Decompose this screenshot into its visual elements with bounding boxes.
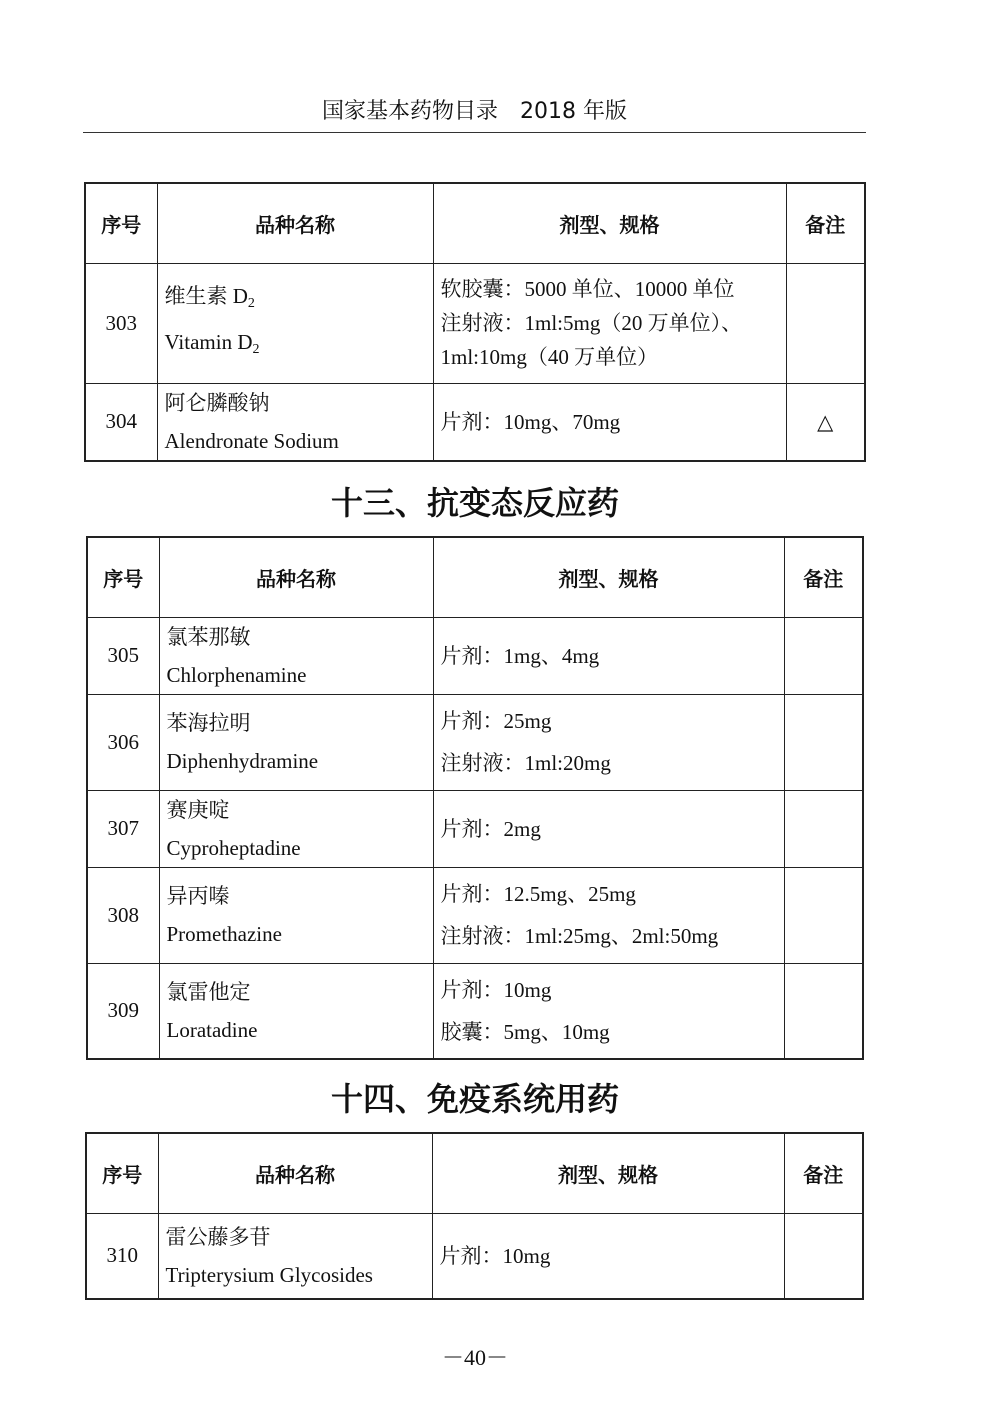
drug-name-cn: 维生素 $D_2$ — [164, 284, 255, 311]
row-number: 308 — [87, 867, 159, 963]
table-header-row — [87, 537, 863, 617]
drug-name-cn: 赛庚啶 — [166, 797, 230, 822]
table-row — [87, 963, 863, 1059]
drug-name-cn: 阿仑膦酸钠 — [164, 390, 270, 415]
dosage-spec-cell — [432, 1213, 784, 1299]
column-header-name: 品种名称 — [157, 183, 433, 263]
drug-table-1 — [84, 182, 866, 462]
column-header-spec: 剂型、规格 — [433, 183, 786, 263]
row-number: 305 — [87, 617, 159, 694]
drug-name-cn: 氯苯那敏 — [166, 624, 251, 649]
table-row — [87, 867, 863, 963]
spec-line: 片剂：10mg、70mg — [440, 409, 621, 434]
drug-table-2 — [86, 536, 864, 1060]
drug-name-en: Vitamin $D_2$ — [164, 330, 260, 357]
section-title-immune-system: 十四、免疫系统用药 — [330, 1080, 619, 1118]
page-number: －40－ — [441, 1345, 508, 1370]
dosage-spec-cell — [433, 263, 786, 383]
spec-line: 胶囊：5mg、10mg — [440, 1019, 610, 1044]
remark-cell — [784, 963, 863, 1059]
row-number: 309 — [87, 963, 159, 1059]
spec-line: 1ml:10mg（40 万单位） — [440, 345, 659, 369]
remark-cell — [784, 694, 863, 790]
column-header-remark: 备注 — [784, 537, 863, 617]
dosage-spec-cell — [433, 694, 784, 790]
table-row — [87, 694, 863, 790]
drug-name-cn: 氯雷他定 — [166, 979, 251, 1004]
section-title-antiallergic: 十三、抗变态反应药 — [330, 484, 619, 522]
remark-cell — [784, 790, 863, 867]
spec-line: 片剂：2mg — [440, 816, 541, 841]
table-row — [87, 617, 863, 694]
table-header-row — [85, 183, 865, 263]
drug-name-cell — [158, 1213, 432, 1299]
spec-line: 软胶囊：5000 单位、10000 单位 — [440, 277, 735, 301]
column-header-no: 序号 — [86, 1133, 158, 1213]
drug-table-3 — [85, 1132, 864, 1300]
drug-name-en: Alendronate Sodium — [164, 428, 339, 453]
column-header-name: 品种名称 — [158, 1133, 432, 1213]
table-row — [85, 263, 865, 383]
remark-cell — [786, 263, 865, 383]
drug-name-cn: 雷公藤多苷 — [165, 1224, 271, 1249]
dosage-spec-cell — [433, 790, 784, 867]
spec-line: 注射液：1ml:25mg、2ml:50mg — [440, 924, 719, 948]
remark-cell — [784, 1213, 863, 1299]
drug-name-cn: 苯海拉明 — [166, 711, 251, 735]
drug-name-cell — [159, 694, 433, 790]
row-number: 303 — [85, 263, 157, 383]
column-header-spec: 剂型、规格 — [432, 1133, 784, 1213]
remark-cell — [784, 867, 863, 963]
column-header-no: 序号 — [87, 537, 159, 617]
dosage-spec-cell — [433, 383, 786, 461]
drug-name-cn: 异丙嗪 — [166, 884, 230, 908]
drug-name-cell — [157, 383, 433, 461]
row-number: 306 — [87, 694, 159, 790]
column-header-no: 序号 — [85, 183, 157, 263]
drug-name-cell — [157, 263, 433, 383]
spec-line: 片剂：10mg — [439, 1243, 551, 1268]
drug-name-cell — [159, 963, 433, 1059]
dosage-spec-cell — [433, 963, 784, 1059]
column-header-remark: 备注 — [784, 1133, 863, 1213]
page-header — [83, 96, 866, 133]
column-header-remark: 备注 — [786, 183, 865, 263]
row-number: 307 — [87, 790, 159, 867]
row-number: 310 — [86, 1213, 158, 1299]
drug-name-en: Cyproheptadine — [166, 835, 301, 860]
spec-line: 片剂：12.5mg、25mg — [440, 882, 636, 906]
drug-name-en: Chlorphenamine — [166, 662, 307, 687]
column-header-spec: 剂型、规格 — [433, 537, 784, 617]
drug-name-en: Diphenhydramine — [166, 749, 319, 773]
page-header-title: 国家基本药物目录 2018 年版 — [322, 99, 627, 124]
table-row — [85, 383, 865, 461]
table-header-row — [86, 1133, 863, 1213]
table-row — [87, 790, 863, 867]
drug-name-cell — [159, 867, 433, 963]
dosage-spec-cell — [433, 867, 784, 963]
drug-name-cell — [159, 617, 433, 694]
drug-name-en: Promethazine — [166, 922, 282, 946]
spec-line: 片剂：1mg、4mg — [440, 643, 600, 668]
spec-line: 注射液：1ml:5mg（20 万单位）、 — [440, 311, 743, 335]
spec-line: 片剂：10mg — [440, 977, 552, 1002]
column-header-name: 品种名称 — [159, 537, 433, 617]
drug-name-en: Loratadine — [166, 1017, 258, 1042]
drug-name-en: Tripterysium Glycosides — [165, 1262, 373, 1287]
remark-triangle-mark: △ — [786, 383, 865, 461]
row-number: 304 — [85, 383, 157, 461]
remark-cell — [784, 617, 863, 694]
spec-line: 片剂：25mg — [440, 709, 552, 733]
drug-name-cell — [159, 790, 433, 867]
table-row — [86, 1213, 863, 1299]
spec-line: 注射液：1ml:20mg — [440, 751, 611, 775]
dosage-spec-cell — [433, 617, 784, 694]
